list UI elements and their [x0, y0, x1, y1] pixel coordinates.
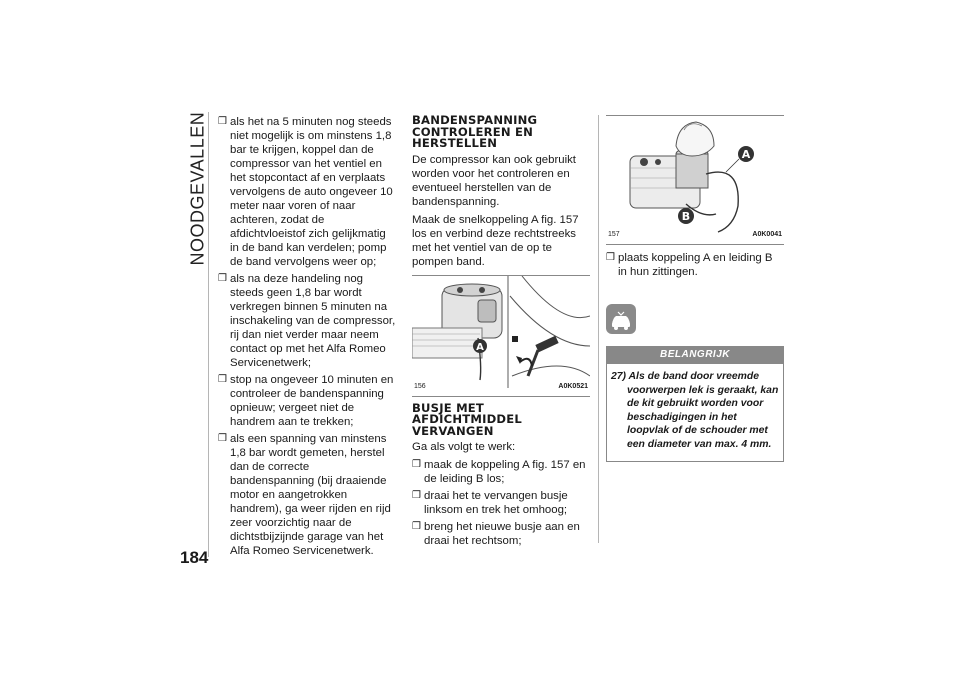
callout-a: A	[741, 148, 751, 161]
list-item: ❒ plaats koppeling A en leiding B in hun zittingen.	[606, 252, 773, 278]
list-item: ❒ als een spanning van minstens 1,8 bar wordt gemeten, herstel dan de correcte bandenspanning (bij draaiende motor en aangetrokken handrem), ga weer rijden en rijd zeer voorzichtig naar de dichtstbijzijnde garage van het Alfa Romeo Servicenetwerk.	[218, 433, 391, 557]
callout-b: B	[681, 210, 691, 223]
checkbox-bullet-icon: ❒	[606, 252, 615, 263]
list-item: ❒ als na deze handeling nog steeds geen 1,8 bar wordt verkregen binnen 5 minuten na inschakeling van de compressor, rij dan niet verder maar neem contact op met het Alfa Romeo Servicenetwerk;	[218, 273, 396, 369]
checkbox-bullet-icon: ❒	[218, 374, 227, 385]
paragraph: De compressor kan ook gebruikt worden voor het controleren en eventueel herstellen van de bandenspanning.	[412, 153, 576, 208]
column-2	[412, 115, 590, 551]
warning-car-icon	[606, 304, 636, 334]
checkbox-bullet-icon: ❒	[412, 459, 421, 470]
column-1	[218, 115, 396, 561]
side-divider	[208, 112, 209, 557]
warning-text: Als de band door vreemde voorwerpen lek is geraakt, kan de kit gebruikt worden voor beschadigingen in het loopvlak of de schouder met een diameter van max. 4 mm.	[627, 371, 779, 450]
figure-156	[412, 275, 590, 397]
paragraph: Maak de snelkoppeling A fig. 157 los en verbind deze rechtstreeks met het ventiel van de op te pompen band.	[412, 213, 579, 268]
warning-note	[611, 370, 779, 451]
figure-code: A0K0041	[752, 231, 782, 238]
checkbox-bullet-icon: ❒	[412, 490, 421, 501]
paragraph: Ga als volgt te werk:	[412, 441, 516, 453]
checkbox-bullet-icon: ❒	[218, 116, 227, 127]
list-item: ❒ breng het nieuwe busje aan en draai het rechtsom;	[412, 521, 580, 547]
figure-number: 157	[608, 231, 620, 238]
column-divider	[598, 115, 599, 543]
list-item: ❒ als het na 5 minuten nog steeds niet mogelijk is om minstens 1,8 bar te krijgen, koppel dan de compressor van het ventiel en het stopcontact af en verplaats vervolgens de auto ongeveer 10 meter naar voren of naar achteren, zodat de afdichtvloeistof zich gelijkmatig in de band kan verdelen; pomp de band vervolgens weer op;	[218, 116, 393, 268]
list-item: ❒ draai het te vervangen busje linksom en trek het omhoog;	[412, 490, 568, 516]
section-tab-label: NOODGEVALLEN	[187, 111, 208, 266]
checkbox-bullet-icon: ❒	[412, 521, 421, 532]
warning-box	[606, 364, 784, 462]
figure-number: 156	[414, 382, 426, 390]
note-number: 27)	[611, 371, 627, 382]
column-3	[606, 115, 784, 462]
list-item: ❒ maak de koppeling A fig. 157 en de leiding B los;	[412, 459, 586, 485]
figure-157	[606, 115, 784, 245]
section-heading: BUSJE MET AFDICHTMIDDEL VERVANGEN	[412, 400, 522, 438]
checkbox-bullet-icon: ❒	[218, 273, 227, 284]
callout-a: A	[476, 341, 484, 353]
compressor-valve-illustration	[412, 276, 590, 388]
page-number: 184	[180, 548, 209, 567]
section-heading: BANDENSPANNING CONTROLEREN EN HERSTELLEN	[412, 113, 538, 150]
list-item: ❒ stop na ongeveer 10 minuten en controleer de bandenspanning opnieuw; vergeet niet de handrem aan te trekken;	[218, 374, 394, 428]
compressor-canister-illustration	[606, 116, 784, 234]
warning-title: BELANGRIJK	[606, 346, 784, 364]
figure-code: A0K0521	[558, 382, 588, 390]
checkbox-bullet-icon: ❒	[218, 433, 227, 444]
